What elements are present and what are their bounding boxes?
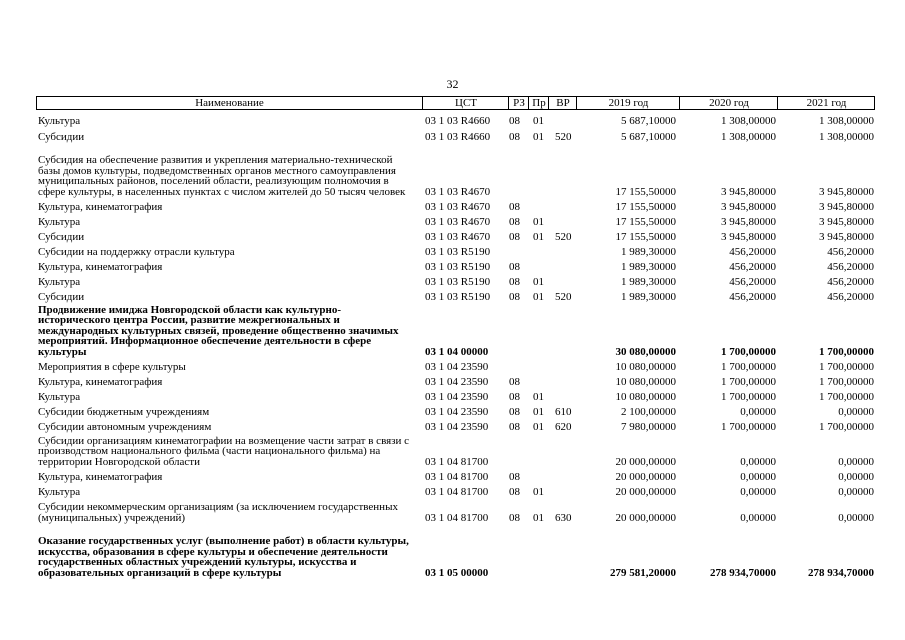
- cell-y2019: 7 980,00000: [621, 420, 676, 433]
- cell-y2019: 10 080,00000: [615, 360, 676, 373]
- table-row: [0, 132, 905, 142]
- cell-cst: 03 1 04 23590: [425, 360, 489, 373]
- cell-cst: 03 1 03 R4670: [425, 200, 491, 213]
- cell-y2021: 0,00000: [838, 470, 874, 483]
- cell-y2020: 3 945,80000: [721, 215, 776, 228]
- table-row: [0, 292, 905, 302]
- cell-name: Субсидии бюджетным учреждениям: [38, 405, 210, 418]
- cell-cst: 03 1 05 00000: [425, 566, 489, 579]
- cell-y2020: 456,20000: [729, 260, 776, 273]
- cell-name: Субсидии: [38, 290, 85, 303]
- cell-y2020: 0,00000: [740, 485, 776, 498]
- cell-name: Культура, кинематография: [38, 470, 163, 483]
- cell-pr: 01: [533, 230, 544, 243]
- cell-y2019: 17 155,50000: [615, 185, 676, 198]
- cell-y2020: 0,00000: [740, 470, 776, 483]
- cell-y2021: 456,20000: [827, 275, 874, 288]
- cell-name: Субсидия на обеспечение развития и укрепления материально-технической базы домов культуры, подведомственных органов местного самоуправления муниципальных районов, поселений области, реализующим полномочия в сфере культуры, в населенных пунктах с числом жителей до 50 тысяч человек: [38, 154, 406, 198]
- cell-y2021: 0,00000: [838, 405, 874, 418]
- cell-name: Субсидии: [38, 230, 85, 243]
- cell-y2019: 20 000,00000: [615, 455, 676, 468]
- cell-y2019: 17 155,50000: [615, 215, 676, 228]
- cell-y2020: 1 700,00000: [721, 375, 776, 388]
- cell-name: Оказание государственных услуг (выполнение работ) в области культуры, искусства, образования в сфере культуры и обеспечение деятельности государственных областных учреждений культуры, искусства и образовательных организаций в сфере культуры: [38, 535, 409, 579]
- cell-rz: 08: [509, 230, 520, 243]
- cell-y2021: 3 945,80000: [819, 230, 874, 243]
- cell-y2020: 456,20000: [729, 275, 776, 288]
- table-row: [0, 526, 905, 578]
- cell-vr: 520: [555, 290, 572, 303]
- cell-y2021: 0,00000: [838, 511, 874, 524]
- cell-name: Культура: [38, 485, 81, 498]
- cell-y2020: 0,00000: [740, 511, 776, 524]
- cell-cst: 03 1 03 R5190: [425, 245, 491, 258]
- table-row: [0, 232, 905, 242]
- cell-y2021: 3 945,80000: [819, 200, 874, 213]
- cell-y2019: 30 080,00000: [615, 345, 676, 358]
- cell-y2020: 456,20000: [729, 290, 776, 303]
- cell-y2020: 1 308,00000: [721, 114, 776, 127]
- cell-y2019: 20 000,00000: [615, 485, 676, 498]
- cell-y2020: 1 308,00000: [721, 130, 776, 143]
- table-row: [0, 436, 905, 467]
- cell-cst: 03 1 04 00000: [425, 345, 489, 358]
- cell-y2019: 5 687,10000: [621, 130, 676, 143]
- cell-y2021: 278 934,70000: [808, 566, 874, 579]
- cell-pr: 01: [533, 114, 544, 127]
- cell-cst: 03 1 04 81700: [425, 485, 489, 498]
- cell-cst: 03 1 04 23590: [425, 375, 489, 388]
- cell-vr: 630: [555, 511, 572, 524]
- cell-pr: 01: [533, 215, 544, 228]
- cell-name: Мероприятия в сфере культуры: [38, 360, 186, 373]
- cell-y2020: 1 700,00000: [721, 345, 776, 358]
- table-row: [0, 305, 905, 357]
- header-2020: 2020 год: [679, 97, 778, 109]
- cell-name: Субсидии некоммерческим организациям (за исключением государственных (муниципальных) учреждений): [38, 501, 398, 524]
- cell-y2021: 3 945,80000: [819, 185, 874, 198]
- cell-y2020: 0,00000: [740, 405, 776, 418]
- cell-name: Субсидии: [38, 130, 85, 143]
- header-cst: ЦСТ: [422, 97, 509, 109]
- table-row: [0, 277, 905, 287]
- cell-y2021: 1 308,00000: [819, 130, 874, 143]
- cell-rz: 08: [509, 485, 520, 498]
- table-row: [0, 377, 905, 387]
- cell-vr: 610: [555, 405, 572, 418]
- cell-name: Культура: [38, 114, 81, 127]
- table-row: [0, 202, 905, 212]
- cell-name: Культура: [38, 215, 81, 228]
- cell-y2021: 1 700,00000: [819, 360, 874, 373]
- table-row: [0, 487, 905, 497]
- cell-y2021: 1 700,00000: [819, 375, 874, 388]
- cell-cst: 03 1 04 81700: [425, 455, 489, 468]
- cell-cst: 03 1 04 23590: [425, 420, 489, 433]
- cell-cst: 03 1 03 R4670: [425, 185, 491, 198]
- cell-pr: 01: [533, 130, 544, 143]
- cell-y2020: 278 934,70000: [710, 566, 776, 579]
- cell-y2021: 3 945,80000: [819, 215, 874, 228]
- cell-y2019: 10 080,00000: [615, 375, 676, 388]
- cell-y2021: 1 700,00000: [819, 390, 874, 403]
- cell-rz: 08: [509, 275, 520, 288]
- cell-y2021: 1 700,00000: [819, 345, 874, 358]
- cell-cst: 03 1 03 R4660: [425, 130, 491, 143]
- table-row: [0, 262, 905, 272]
- cell-y2021: 456,20000: [827, 260, 874, 273]
- cell-pr: 01: [533, 405, 544, 418]
- cell-rz: 08: [509, 375, 520, 388]
- table-row: [0, 407, 905, 417]
- cell-y2019: 20 000,00000: [615, 470, 676, 483]
- cell-cst: 03 1 03 R5190: [425, 290, 491, 303]
- table-row: [0, 392, 905, 402]
- table-row: [0, 145, 905, 197]
- cell-y2021: 456,20000: [827, 245, 874, 258]
- cell-pr: 01: [533, 275, 544, 288]
- cell-cst: 03 1 03 R4670: [425, 215, 491, 228]
- cell-rz: 08: [509, 200, 520, 213]
- cell-rz: 08: [509, 470, 520, 483]
- cell-y2020: 0,00000: [740, 455, 776, 468]
- header-name: Наименование: [195, 97, 264, 109]
- cell-y2020: 3 945,80000: [721, 200, 776, 213]
- table-row: [0, 116, 905, 126]
- cell-y2020: 1 700,00000: [721, 420, 776, 433]
- cell-pr: 01: [533, 390, 544, 403]
- cell-name: Культура, кинематография: [38, 260, 163, 273]
- cell-y2020: 3 945,80000: [721, 185, 776, 198]
- cell-name: Культура, кинематография: [38, 200, 163, 213]
- cell-name: Субсидии на поддержку отрасли культура: [38, 245, 235, 258]
- page-number: 32: [446, 77, 459, 91]
- cell-vr: 520: [555, 230, 572, 243]
- cell-name: Субсидии организациям кинематографии на возмещение части затрат в связи с производством национального фильма (части национального фильма) на территории Новгородской области: [38, 434, 410, 468]
- cell-y2020: 1 700,00000: [721, 360, 776, 373]
- cell-y2021: 1 308,00000: [819, 114, 874, 127]
- header-2021: 2021 год: [777, 97, 875, 109]
- cell-y2021: 456,20000: [827, 290, 874, 303]
- cell-y2019: 279 581,20000: [610, 566, 676, 579]
- cell-name: Культура, кинематография: [38, 375, 163, 388]
- header-vr: ВР: [548, 97, 577, 109]
- cell-name: Культура: [38, 390, 81, 403]
- table-row: [0, 472, 905, 482]
- table-row: [0, 362, 905, 372]
- cell-rz: 08: [509, 390, 520, 403]
- cell-pr: 01: [533, 420, 544, 433]
- cell-cst: 03 1 04 23590: [425, 390, 489, 403]
- cell-rz: 08: [509, 260, 520, 273]
- cell-y2019: 20 000,00000: [615, 511, 676, 524]
- cell-cst: 03 1 03 R4660: [425, 114, 491, 127]
- cell-rz: 08: [509, 290, 520, 303]
- cell-cst: 03 1 03 R5190: [425, 275, 491, 288]
- cell-name: Субсидии автономным учреждениям: [38, 420, 212, 433]
- cell-pr: 01: [533, 511, 544, 524]
- cell-y2019: 17 155,50000: [615, 230, 676, 243]
- cell-cst: 03 1 03 R4670: [425, 230, 491, 243]
- cell-y2019: 17 155,50000: [615, 200, 676, 213]
- table-row: [0, 422, 905, 432]
- cell-name: Продвижение имиджа Новгородской области как культурно-исторического центра России, развитие межрегиональных и международных культурных связей, проведение общественно значимых мероприятий. Информационное обеспечение деятельности в сфере культуры: [38, 303, 399, 358]
- cell-rz: 08: [509, 511, 520, 524]
- cell-y2019: 1 989,30000: [621, 290, 676, 303]
- cell-rz: 08: [509, 130, 520, 143]
- cell-name: Культура: [38, 275, 81, 288]
- cell-y2020: 1 700,00000: [721, 390, 776, 403]
- cell-y2021: 1 700,00000: [819, 420, 874, 433]
- cell-vr: 620: [555, 420, 572, 433]
- cell-pr: 01: [533, 290, 544, 303]
- cell-y2019: 1 989,30000: [621, 260, 676, 273]
- table-header: [36, 96, 875, 110]
- cell-y2019: 1 989,30000: [621, 245, 676, 258]
- table-row: [0, 502, 905, 523]
- cell-cst: 03 1 04 23590: [425, 405, 489, 418]
- cell-y2021: 0,00000: [838, 485, 874, 498]
- cell-y2019: 10 080,00000: [615, 390, 676, 403]
- cell-pr: 01: [533, 485, 544, 498]
- cell-rz: 08: [509, 405, 520, 418]
- cell-rz: 08: [509, 420, 520, 433]
- table-row: [0, 247, 905, 257]
- cell-rz: 08: [509, 114, 520, 127]
- header-2019: 2019 год: [576, 97, 680, 109]
- cell-rz: 08: [509, 215, 520, 228]
- cell-y2020: 456,20000: [729, 245, 776, 258]
- cell-y2021: 0,00000: [838, 455, 874, 468]
- cell-y2019: 1 989,30000: [621, 275, 676, 288]
- cell-y2019: 5 687,10000: [621, 114, 676, 127]
- cell-cst: 03 1 03 R5190: [425, 260, 491, 273]
- cell-cst: 03 1 04 81700: [425, 511, 489, 524]
- header-pr: Пр: [528, 97, 549, 109]
- cell-y2019: 2 100,00000: [621, 405, 676, 418]
- cell-vr: 520: [555, 130, 572, 143]
- cell-y2020: 3 945,80000: [721, 230, 776, 243]
- cell-cst: 03 1 04 81700: [425, 470, 489, 483]
- table-row: [0, 217, 905, 227]
- header-rz: РЗ: [508, 97, 529, 109]
